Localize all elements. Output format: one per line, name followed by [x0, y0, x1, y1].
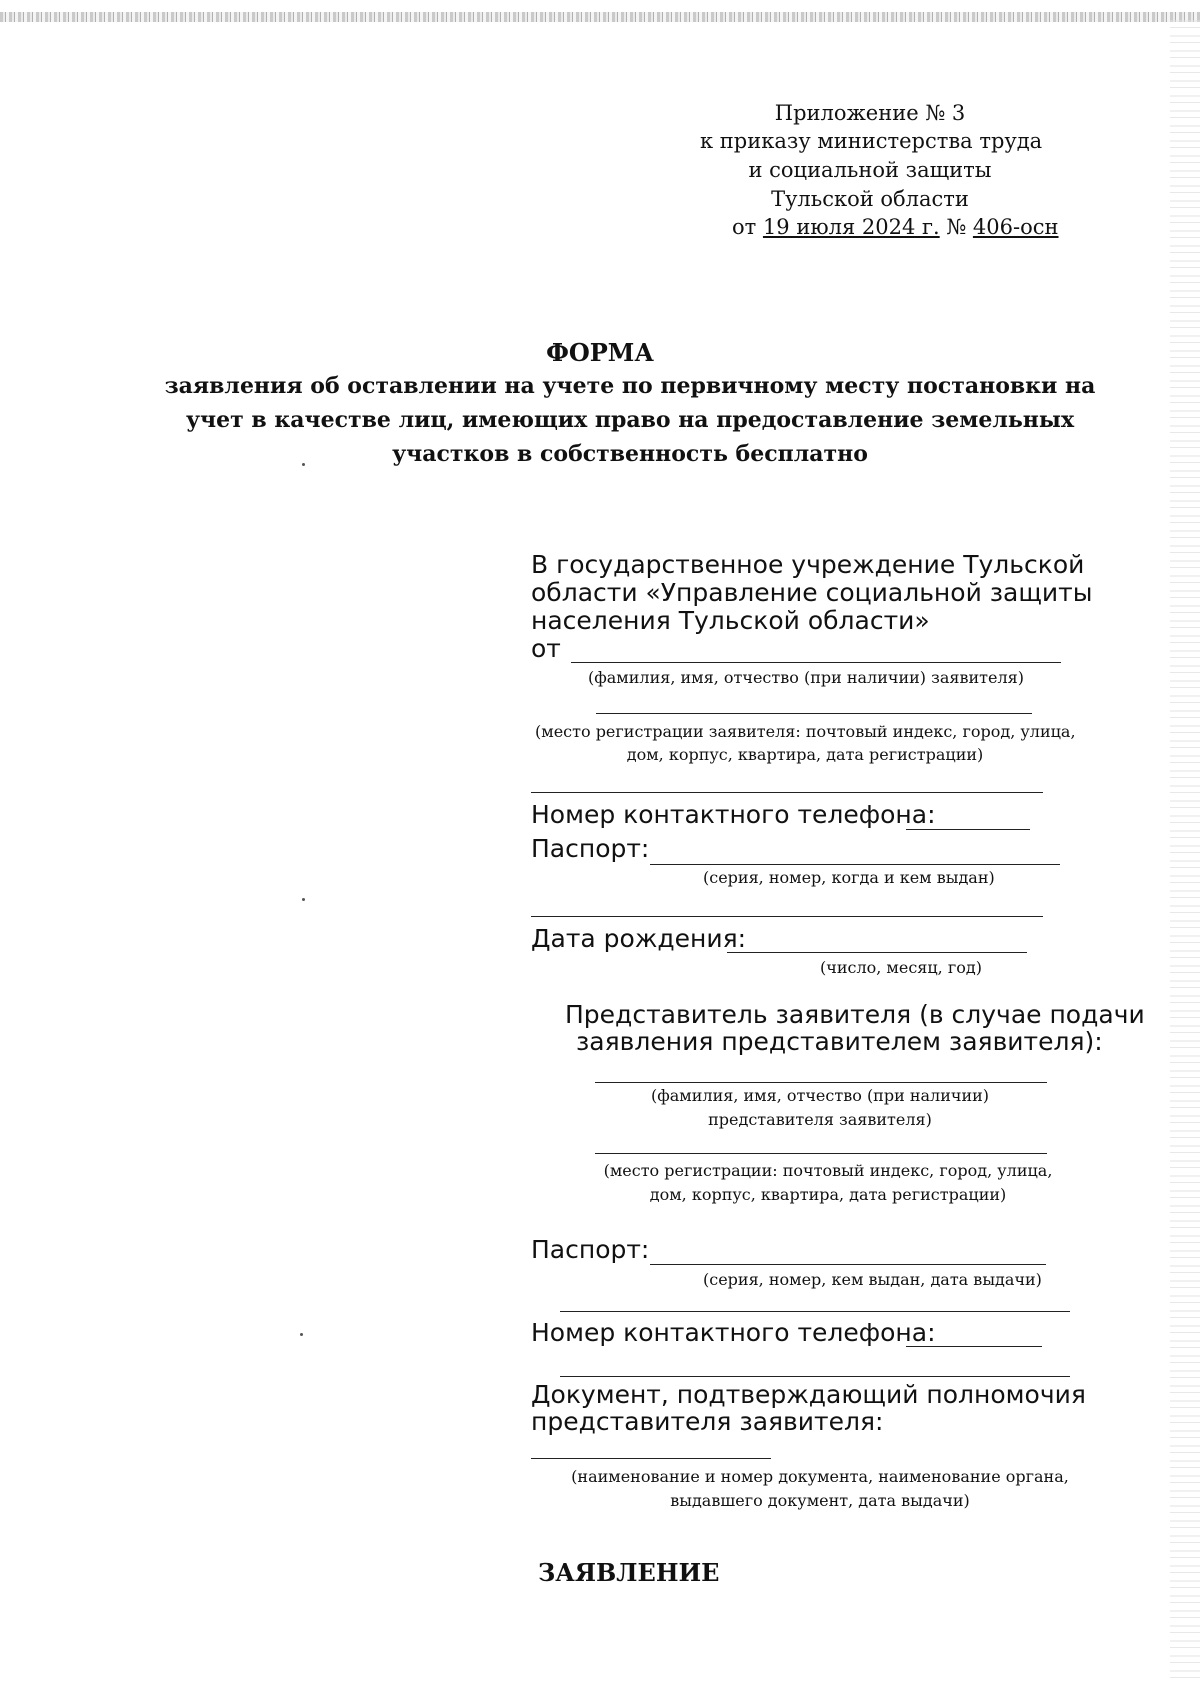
applicant-passport-field[interactable] — [650, 864, 1060, 865]
authority-document-label-2: представителя заявителя: — [531, 1407, 884, 1436]
appendix-order-line — [732, 213, 1059, 242]
birth-date-field[interactable] — [727, 952, 1027, 953]
form-heading: ФОРМА — [546, 338, 654, 367]
applicant-passport-label: Паспорт: — [531, 834, 650, 863]
scan-speck — [300, 1333, 303, 1336]
representative-fio-hint-1: (фамилия, имя, отчество (при наличии) — [650, 1086, 990, 1105]
appendix-number: 406-осн — [972, 215, 1059, 239]
scan-speck — [302, 898, 305, 901]
applicant-phone-field[interactable] — [906, 829, 1030, 830]
representative-fio-hint-2: представителя заявителя) — [708, 1110, 932, 1129]
representative-phone-line-2[interactable] — [560, 1376, 1070, 1377]
appendix-line-1: Приложение № 3 — [774, 101, 966, 125]
form-title-line-3: участков в собственность бесплатно — [392, 441, 868, 467]
appendix-line-4: Тульской области — [771, 187, 969, 211]
authority-document-hint-1: (наименование и номер документа, наименование органа, — [571, 1467, 1069, 1486]
representative-passport-hint: (серия, номер, кем выдан, дата выдачи) — [703, 1270, 1042, 1289]
applicant-registration-line-2[interactable] — [531, 792, 1043, 793]
scan-speck — [302, 463, 305, 466]
addressee-line-1: В государственное учреждение Тульской — [531, 550, 1085, 579]
authority-document-label-1: Документ, подтверждающий полномочия — [531, 1380, 1086, 1409]
applicant-registration-hint-1: (место регистрации заявителя: почтовый индекс, город, улица, — [535, 722, 1076, 741]
representative-fio-line[interactable] — [595, 1082, 1047, 1083]
applicant-passport-hint: (серия, номер, когда и кем выдан) — [703, 868, 995, 887]
form-title-line-1: заявления об оставлении на учете по первичному месту постановки на — [164, 373, 1096, 399]
applicant-fio-hint: (фамилия, имя, отчество (при наличии) заявителя) — [588, 668, 1024, 687]
applicant-phone-label: Номер контактного телефона: — [531, 800, 936, 829]
appendix-from: от — [732, 215, 763, 239]
representative-registration-hint-2: дом, корпус, квартира, дата регистрации) — [649, 1185, 1007, 1204]
appendix-date: 19 июля 2024 г. — [762, 215, 940, 239]
authority-document-field[interactable] — [531, 1458, 771, 1459]
form-title-line-2: учет в качестве лиц, имеющих право на предоставление земельных — [185, 407, 1075, 433]
representative-registration-line[interactable] — [595, 1153, 1047, 1154]
representative-phone-label: Номер контактного телефона: — [531, 1318, 936, 1347]
scan-edge-top — [0, 12, 1200, 22]
representative-heading-2: заявления представителем заявителя): — [576, 1027, 1103, 1056]
birth-date-hint: (число, месяц, год) — [820, 958, 982, 977]
from-label: от — [531, 634, 561, 663]
applicant-registration-line[interactable] — [596, 713, 1032, 714]
representative-phone-field[interactable] — [906, 1346, 1042, 1347]
applicant-fio-line[interactable] — [571, 662, 1061, 663]
authority-document-hint-2: выдавшего документ, дата выдачи) — [670, 1491, 970, 1510]
appendix-line-2: к приказу министерства труда — [700, 129, 1043, 153]
representative-passport-field[interactable] — [650, 1264, 1046, 1265]
applicant-registration-hint-2: дом, корпус, квартира, дата регистрации) — [626, 745, 984, 764]
addressee-line-3: населения Тульской области» — [531, 606, 930, 635]
representative-registration-hint-1: (место регистрации: почтовый индекс, город, улица, — [603, 1161, 1053, 1180]
statement-heading: ЗАЯВЛЕНИЕ — [538, 1558, 720, 1587]
scan-edge-right — [1170, 20, 1200, 1680]
addressee-line-2: области «Управление социальной защиты — [531, 578, 1093, 607]
applicant-passport-line-2[interactable] — [531, 916, 1043, 917]
appendix-number-label: № — [939, 215, 973, 239]
representative-heading-1: Представитель заявителя (в случае подачи — [565, 1000, 1145, 1029]
appendix-line-3: и социальной защиты — [748, 158, 992, 182]
representative-passport-label: Паспорт: — [531, 1235, 650, 1264]
representative-passport-line-2[interactable] — [560, 1311, 1070, 1312]
birth-date-label: Дата рождения: — [531, 924, 747, 953]
